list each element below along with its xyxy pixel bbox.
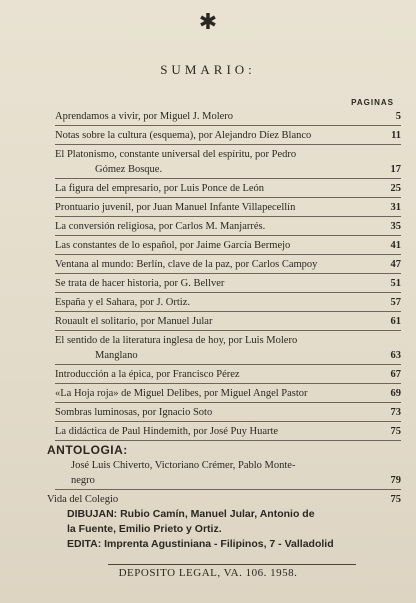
- toc-entry-title: Notas sobre la cultura (esquema), por Alejandro Díez Blanco: [55, 130, 312, 141]
- toc-entry-title: «La Hoja roja» de Miguel Delibes, por Miguel Angel Pastor: [55, 388, 308, 399]
- star-ornament-icon: ✱: [198, 10, 218, 35]
- toc-entry-page: 5: [395, 111, 401, 122]
- divider: [55, 421, 401, 422]
- vida-text: Vida del Colegio: [47, 494, 119, 505]
- dibujan-line-1: DIBUJAN: Rubio Camín, Manuel Jular, Antonio de: [67, 508, 315, 520]
- divider: [55, 364, 401, 365]
- toc-entry-page: 67: [390, 369, 401, 380]
- toc-entry-page: 69: [390, 388, 401, 399]
- divider: [55, 178, 401, 179]
- toc-entry-title: La figura del empresario, por Luis Ponce de León: [55, 183, 265, 194]
- dibujan-line-2: la Fuente, Emilio Prieto y Ortiz.: [67, 523, 222, 535]
- toc-entry-title: Ventana al mundo: Berlín, clave de la paz, por Carlos Campoy: [55, 259, 318, 270]
- antologia-page: 79: [390, 475, 401, 486]
- toc-entry: [55, 181, 401, 196]
- toc-entry-page: 41: [390, 240, 401, 251]
- toc-entry-page: 17: [390, 164, 401, 175]
- toc-entry-title: Manglano: [95, 350, 138, 361]
- toc-entry: [55, 147, 401, 162]
- divider: [55, 330, 401, 331]
- toc-entry-page: 63: [390, 350, 401, 361]
- toc-entry: [55, 295, 401, 310]
- toc-entry-page: 61: [390, 316, 401, 327]
- toc-entry: [55, 238, 401, 253]
- divider: [55, 235, 401, 236]
- divider: [55, 383, 401, 384]
- toc-entry: [55, 257, 401, 272]
- toc-entry-page: 31: [390, 202, 401, 213]
- toc-entry-title: La conversión religiosa, por Carlos M. Manjarrés.: [55, 221, 266, 232]
- divider: [55, 216, 401, 217]
- divider: [55, 254, 401, 255]
- toc-entry-page: 25: [390, 183, 401, 194]
- toc-entry: [55, 367, 401, 382]
- toc-entry-title: Las constantes de lo español, por Jaime García Bermejo: [55, 240, 291, 251]
- legal-deposit: DEPOSITO LEGAL, VA. 106. 1958.: [118, 567, 298, 579]
- toc-entry: [55, 333, 401, 348]
- toc-entry-title: Sombras luminosas, por Ignacio Soto: [55, 407, 213, 418]
- toc-entry-page: 51: [390, 278, 401, 289]
- antologia-heading: ANTOLOGIA:: [47, 443, 128, 457]
- toc-entry-title: El Platonismo, constante universal del espíritu, por Pedro: [55, 149, 297, 160]
- toc-entry-title: La didáctica de Paul Hindemith, por José Puy Huarte: [55, 426, 279, 437]
- toc-entry-page: 11: [391, 130, 401, 141]
- toc-entry-title: Rouault el solitario, por Manuel Jular: [55, 316, 213, 327]
- toc-entry-page: 73: [390, 407, 401, 418]
- toc-entry: [55, 276, 401, 291]
- toc-entries: [55, 109, 401, 441]
- toc-entry-title: Gómez Bosque.: [95, 164, 163, 175]
- toc-entry-title: El sentido de la literatura inglesa de hoy, por Luis Molero: [55, 335, 298, 346]
- legal-divider: [108, 564, 356, 565]
- toc-entry-page: 57: [390, 297, 401, 308]
- divider: [55, 402, 401, 403]
- edita-credit: EDITA: Imprenta Agustiniana - Filipinos, 7 - Valladolid: [67, 538, 334, 550]
- toc-entry: [55, 109, 401, 124]
- toc-entry: [55, 162, 401, 177]
- divider: [55, 144, 401, 145]
- divider: [55, 311, 401, 312]
- toc-entry: [55, 405, 401, 420]
- divider: [55, 273, 401, 274]
- antologia-line-2: negro 79: [71, 475, 401, 486]
- toc-entry-title: Aprendamos a vivir, por Miguel J. Molero: [55, 111, 234, 122]
- vida-page: 75: [390, 494, 401, 505]
- divider: [55, 292, 401, 293]
- toc-entry-title: Introducción a la épica, por Francisco Pérez: [55, 369, 240, 380]
- antologia-line-1: José Luis Chiverto, Victoriano Crémer, Pablo Monte-: [71, 460, 296, 471]
- toc-entry-title: Prontuario juvenil, por Juan Manuel Infante Villapecellín: [55, 202, 296, 213]
- toc-entry: [55, 219, 401, 234]
- toc-entry: [55, 348, 401, 363]
- page-title: SUMARIO:: [160, 62, 256, 77]
- toc-entry: [55, 314, 401, 329]
- toc-entry: [55, 386, 401, 401]
- divider: [55, 197, 401, 198]
- toc-entry-title: Se trata de hacer historia, por G. Bellver: [55, 278, 225, 289]
- toc-entry: [55, 200, 401, 215]
- toc-entry: [55, 424, 401, 439]
- paginas-label: PAGINAS: [351, 98, 394, 107]
- toc-entry-page: 47: [390, 259, 401, 270]
- toc-entry: [55, 128, 401, 143]
- toc-entry-page: 75: [390, 426, 401, 437]
- toc-entry-page: 35: [390, 221, 401, 232]
- divider: [55, 440, 401, 441]
- divider: [55, 125, 401, 126]
- vida-entry: [47, 492, 401, 507]
- dibujan-credits: [55, 507, 401, 552]
- toc-entry-title: España y el Sahara, por J. Ortiz.: [55, 297, 190, 308]
- table-of-contents: [47, 109, 401, 552]
- divider: [55, 489, 401, 490]
